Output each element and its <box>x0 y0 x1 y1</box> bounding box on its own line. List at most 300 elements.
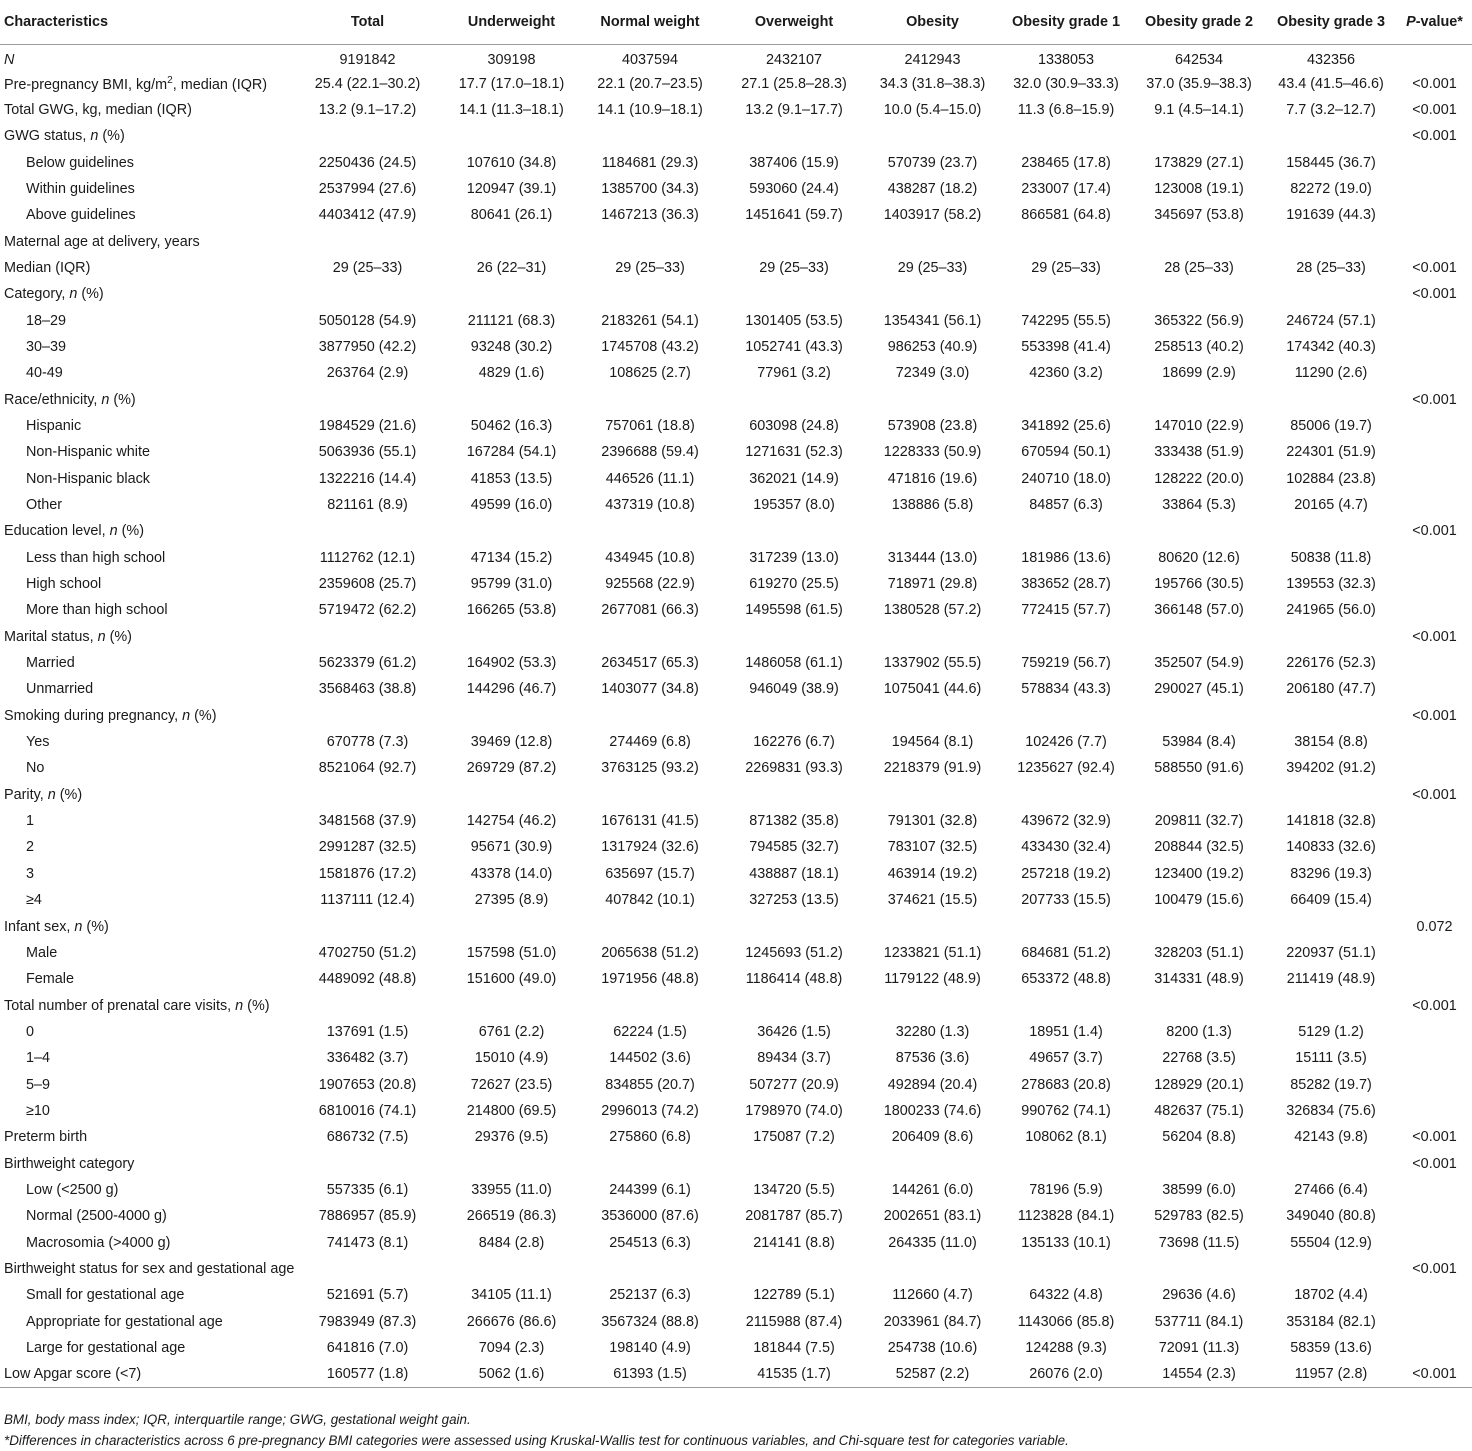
row-label: 3 <box>26 865 35 882</box>
table-cell: 107610 (34.8) <box>466 154 557 171</box>
p-value-cell: <0.001 <box>1412 1155 1457 1172</box>
table-cell: 603098 (24.8) <box>749 417 839 434</box>
row-label: Non-Hispanic white <box>26 444 150 461</box>
table-cell <box>578 992 722 1018</box>
table-row <box>0 1019 1472 1045</box>
table-cell: 529783 (82.5) <box>1154 1208 1244 1225</box>
table-row <box>0 1124 1472 1150</box>
table-cell: 17.7 (17.0–18.1) <box>458 75 565 92</box>
p-value-cell <box>1397 597 1472 623</box>
table-cell: 56204 (8.8) <box>1162 1129 1236 1146</box>
table-cell: 144261 (6.0) <box>891 1181 974 1198</box>
table-cell <box>999 1256 1133 1282</box>
table-cell: 5719472 (62.2) <box>318 602 417 619</box>
table-cell: 741473 (8.1) <box>326 1234 409 1251</box>
table-cell <box>290 703 445 729</box>
table-cell: 93248 (30.2) <box>470 338 553 355</box>
table-cell: 2634517 (65.3) <box>601 655 699 672</box>
table-cell <box>445 1256 578 1282</box>
table-cell: 29636 (4.6) <box>1162 1287 1236 1304</box>
p-value-cell: <0.001 <box>1412 286 1457 303</box>
table-cell: 27466 (6.4) <box>1294 1181 1368 1198</box>
table-cell: 1745708 (43.2) <box>601 338 699 355</box>
table-row <box>0 966 1472 992</box>
table-row <box>0 755 1472 781</box>
row-label: Low (<2500 g) <box>26 1181 119 1198</box>
table-cell: 4829 (1.6) <box>478 365 545 382</box>
table-cell <box>722 1150 866 1176</box>
table-cell: 349040 (80.8) <box>1286 1208 1376 1225</box>
table-cell: 1052741 (43.3) <box>745 338 843 355</box>
table-cell <box>866 782 999 808</box>
column-header: Characteristics <box>0 0 290 44</box>
table-cell: 3567324 (88.8) <box>601 1313 699 1330</box>
table-cell: 29 (25–33) <box>332 259 403 276</box>
table-cell <box>999 913 1133 939</box>
p-value-cell <box>1397 1203 1472 1229</box>
table-cell: 759219 (56.7) <box>1021 655 1111 672</box>
row-label: Within guidelines <box>26 180 135 197</box>
table-cell: 4702750 (51.2) <box>318 944 417 961</box>
row-label: Category, n (%) <box>4 286 104 303</box>
p-value-cell: <0.001 <box>1412 391 1457 408</box>
table-cell: 4037594 <box>621 52 679 69</box>
table-cell <box>445 913 578 939</box>
table-cell: 871382 (35.8) <box>749 813 839 830</box>
table-row <box>0 1071 1472 1097</box>
row-label: Pre-pregnancy BMI, $kg/m^2$, median (IQR) <box>4 74 268 93</box>
table-cell: 175087 (7.2) <box>753 1129 835 1146</box>
table-cell <box>999 624 1133 650</box>
table-cell: 1179122 (48.9) <box>884 971 981 988</box>
p-value-cell: <0.001 <box>1412 628 1457 645</box>
p-value-cell <box>1397 545 1472 571</box>
table-cell: 2250436 (24.5) <box>318 154 417 171</box>
table-cell: 5062 (1.6) <box>445 1361 578 1387</box>
p-value-cell: <0.001 <box>1412 128 1457 145</box>
table-cell: 144502 (3.6) <box>609 1050 691 1067</box>
p-value-cell <box>1397 571 1472 597</box>
table-cell: 264335 (11.0) <box>888 1234 977 1251</box>
table-cell: 278683 (20.8) <box>1021 1076 1111 1093</box>
table-cell: 181986 (13.6) <box>1021 549 1111 566</box>
table-cell <box>578 1256 722 1282</box>
table-cell: 166265 (53.8) <box>466 602 557 619</box>
table-cell: 1354341 (56.1) <box>883 312 982 329</box>
table-row <box>0 676 1472 702</box>
table-cell: 366148 (57.0) <box>1154 602 1244 619</box>
table-cell: 1137111 (12.4) <box>320 892 415 909</box>
table-cell: 139553 (32.3) <box>1286 576 1376 593</box>
row-label: Non-Hispanic black <box>26 470 150 487</box>
table-cell: 151600 (49.0) <box>466 971 557 988</box>
p-value-cell <box>1397 413 1472 439</box>
table-cell: 238465 (17.8) <box>1021 154 1111 171</box>
p-value-cell <box>1397 307 1472 333</box>
table-row <box>0 729 1472 755</box>
table-row <box>0 1203 1472 1229</box>
table-cell: 181844 (7.5) <box>753 1340 835 1357</box>
p-value-cell <box>1397 439 1472 465</box>
table-cell: 83296 (19.3) <box>1290 865 1372 882</box>
table-cell: 4403412 (47.9) <box>318 207 417 224</box>
table-cell: 394202 (91.2) <box>1286 760 1376 777</box>
table-cell: 507277 (20.9) <box>749 1076 839 1093</box>
table-cell <box>1133 782 1265 808</box>
table-cell <box>290 386 445 412</box>
table-cell: 14554 (2.3) <box>1133 1361 1265 1387</box>
table-cell <box>722 386 866 412</box>
table-cell <box>445 992 578 1018</box>
table-cell: 191639 (44.3) <box>1286 207 1376 224</box>
table-cell: 635697 (15.7) <box>605 865 695 882</box>
row-label: Smoking during pregnancy, n (%) <box>4 707 217 724</box>
table-row <box>0 887 1472 913</box>
table-cell: 39469 (12.8) <box>470 734 553 751</box>
table-row <box>0 650 1472 676</box>
table-cell: 446526 (11.1) <box>605 470 695 487</box>
table-cell: 925568 (22.9) <box>605 576 695 593</box>
table-cell: 102426 (7.7) <box>1025 734 1107 751</box>
p-value-cell <box>1397 966 1472 992</box>
table-cell: 61393 (1.5) <box>578 1361 722 1387</box>
column-header: Obesity <box>866 0 999 44</box>
table-cell: 946049 (38.9) <box>749 681 839 698</box>
table-cell: 1338053 <box>1037 52 1095 69</box>
table-cell <box>1133 992 1265 1018</box>
p-value-cell <box>1397 492 1472 518</box>
table-cell: 1403917 (58.2) <box>883 207 982 224</box>
table-cell: 1800233 (74.6) <box>883 1102 982 1119</box>
table-cell <box>445 1150 578 1176</box>
table-cell: 95671 (30.9) <box>470 839 553 856</box>
p-value-cell <box>1397 729 1472 755</box>
row-label: Total number of prenatal care visits, n (%) <box>4 997 270 1014</box>
table-row <box>0 466 1472 492</box>
table-row <box>0 834 1472 860</box>
table-cell: 1451641 (59.7) <box>745 207 843 224</box>
table-cell: 211121 (68.3) <box>467 312 556 329</box>
p-value-cell <box>1397 1071 1472 1097</box>
table-cell: 244399 (6.1) <box>609 1181 691 1198</box>
table-cell: 1907653 (20.8) <box>318 1076 417 1093</box>
table-cell <box>1265 1256 1397 1282</box>
table-cell: 8484 (2.8) <box>478 1234 545 1251</box>
table-cell: 2396688 (59.4) <box>601 444 699 461</box>
table-cell: 328203 (51.1) <box>1154 944 1244 961</box>
table-cell: 471816 (19.6) <box>887 470 978 487</box>
table-cell: 220937 (51.1) <box>1286 944 1376 961</box>
row-label: Low Apgar score (<7) <box>0 1361 290 1387</box>
table-cell: 463914 (19.2) <box>887 865 978 882</box>
table-cell <box>578 386 722 412</box>
table-cell: 10.0 (5.4–15.0) <box>883 101 982 118</box>
row-label: Below guidelines <box>26 154 135 171</box>
table-cell: 174342 (40.3) <box>1286 338 1376 355</box>
table-cell <box>578 518 722 544</box>
table-row <box>0 940 1472 966</box>
table-cell: 241965 (56.0) <box>1286 602 1376 619</box>
table-cell: 670778 (7.3) <box>326 734 409 751</box>
table-cell <box>999 228 1133 254</box>
table-cell: 194564 (8.1) <box>891 734 974 751</box>
table-cell: 314331 (48.9) <box>1154 971 1244 988</box>
table-cell: 772415 (57.7) <box>1021 602 1111 619</box>
table-cell: 2432107 <box>765 52 823 69</box>
p-value-cell <box>1397 149 1472 175</box>
table-cell: 573908 (23.8) <box>887 417 978 434</box>
table-cell <box>1265 703 1397 729</box>
table-cell <box>1265 228 1397 254</box>
table-cell: 362021 (14.9) <box>749 470 839 487</box>
table-cell <box>445 123 578 149</box>
table-row <box>0 703 1472 729</box>
table-cell: 206409 (8.6) <box>891 1129 974 1146</box>
table-cell: 50462 (16.3) <box>470 417 553 434</box>
table-cell: 2359608 (25.7) <box>318 576 417 593</box>
row-label: Male <box>26 944 58 961</box>
table-cell: 85006 (19.7) <box>1290 417 1372 434</box>
p-value-cell <box>1397 1229 1472 1255</box>
p-value-cell <box>1397 1177 1472 1203</box>
table-cell: 6761 (2.2) <box>478 1023 545 1040</box>
row-label: 30–39 <box>26 338 67 355</box>
table-cell: 33864 (5.3) <box>1162 497 1236 514</box>
row-label: Infant sex, n (%) <box>4 918 109 935</box>
table-cell: 62224 (1.5) <box>613 1023 687 1040</box>
table-cell: 7094 (2.3) <box>478 1340 545 1357</box>
table-cell <box>1265 281 1397 307</box>
table-cell <box>445 703 578 729</box>
p-value-cell <box>1397 887 1472 913</box>
table-cell <box>290 992 445 1018</box>
table-cell: 28 (25–33) <box>1296 259 1366 276</box>
table-cell <box>999 992 1133 1018</box>
table-cell: 123400 (19.2) <box>1154 865 1244 882</box>
p-value-cell <box>1397 940 1472 966</box>
table-cell: 2065638 (51.2) <box>601 944 699 961</box>
table-cell: 1467213 (36.3) <box>601 207 699 224</box>
row-label: Total GWG, kg, median (IQR) <box>4 101 192 118</box>
table-cell: 160577 (1.8) <box>290 1361 445 1387</box>
table-cell: 821161 (8.9) <box>327 497 408 514</box>
table-cell: 34.3 (31.8–38.3) <box>879 75 986 92</box>
table-cell: 124288 (9.3) <box>1025 1340 1107 1357</box>
table-cell: 2537994 (27.6) <box>318 180 417 197</box>
table-cell: 14.1 (10.9–18.1) <box>597 101 703 118</box>
table-cell: 158445 (36.7) <box>1286 154 1376 171</box>
table-cell: 157598 (51.0) <box>466 944 557 961</box>
table-cell: 208844 (32.5) <box>1154 839 1244 856</box>
table-cell <box>722 992 866 1018</box>
table-row <box>0 1256 1472 1282</box>
table-row <box>0 413 1472 439</box>
table-cell: 1581876 (17.2) <box>318 865 417 882</box>
table-cell: 553398 (41.4) <box>1021 338 1111 355</box>
table-cell: 336482 (3.7) <box>326 1050 409 1067</box>
table-row <box>0 334 1472 360</box>
table-cell: 195357 (8.0) <box>753 497 835 514</box>
column-header: Obesity grade 1 <box>999 0 1133 44</box>
table-cell <box>1133 123 1265 149</box>
table-cell: 2218379 (91.9) <box>883 760 982 777</box>
table-cell: 112660 (4.7) <box>892 1287 973 1304</box>
table-cell <box>1265 123 1397 149</box>
table-cell <box>866 518 999 544</box>
table-cell: 15010 (4.9) <box>474 1050 549 1067</box>
table-cell: 641816 (7.0) <box>326 1340 409 1357</box>
table-cell: 49599 (16.0) <box>470 497 553 514</box>
p-value-cell: <0.001 <box>1412 997 1457 1014</box>
table-cell: 3536000 (87.6) <box>601 1208 699 1225</box>
p-value-cell <box>1397 1282 1472 1308</box>
table-cell <box>445 782 578 808</box>
table-cell: 58359 (13.6) <box>1290 1340 1372 1357</box>
table-cell: 52587 (2.2) <box>866 1361 999 1387</box>
table-cell: 1385700 (34.3) <box>601 180 699 197</box>
p-value-cell: <0.001 <box>1412 523 1457 540</box>
table-cell: 492894 (20.4) <box>887 1076 978 1093</box>
row-label: 1 <box>26 813 35 830</box>
table-cell: 1971956 (48.8) <box>601 971 699 988</box>
table-cell: 84857 (6.3) <box>1029 497 1103 514</box>
row-label: Large for gestational age <box>26 1340 186 1357</box>
table-cell: 258513 (40.2) <box>1154 338 1244 355</box>
table-cell: 11957 (2.8) <box>1265 1361 1397 1387</box>
table-cell: 41535 (1.7) <box>722 1361 866 1387</box>
table-cell: 49657 (3.7) <box>1029 1050 1103 1067</box>
table-cell: 263764 (2.9) <box>326 365 409 382</box>
table-cell: 5129 (1.2) <box>1298 1023 1364 1040</box>
table-cell: 50838 (11.8) <box>1290 549 1372 566</box>
table-cell: 128929 (20.1) <box>1154 1076 1244 1093</box>
table-cell: 142754 (46.2) <box>466 813 557 830</box>
table-cell <box>578 624 722 650</box>
table-cell: 135133 (10.1) <box>1021 1234 1111 1251</box>
table-cell: 27395 (8.9) <box>474 892 549 909</box>
table-cell: 588550 (91.6) <box>1154 760 1244 777</box>
table-cell: 7.7 (3.2–12.7) <box>1286 101 1376 118</box>
table-cell: 791301 (32.8) <box>887 813 978 830</box>
table-cell <box>1265 1150 1397 1176</box>
table-cell: 434945 (10.8) <box>605 549 695 566</box>
p-value-cell <box>1397 202 1472 228</box>
p-value-cell <box>1397 861 1472 887</box>
table-cell: 120947 (39.1) <box>466 180 557 197</box>
row-label: Marital status, n (%) <box>4 628 132 645</box>
table-cell: 8521064 (92.7) <box>318 760 417 777</box>
table-cell <box>578 1150 722 1176</box>
row-label: High school <box>26 576 102 593</box>
table-cell: 353184 (82.1) <box>1286 1313 1376 1330</box>
row-label: Less than high school <box>26 549 166 566</box>
table-cell: 387406 (15.9) <box>749 154 839 171</box>
column-header: Obesity grade 2 <box>1133 0 1265 44</box>
table-cell: 1495598 (61.5) <box>745 602 843 619</box>
table-cell: 2412943 <box>904 52 961 69</box>
table-cell: 1322216 (14.4) <box>318 470 417 487</box>
table-row <box>0 1361 1472 1387</box>
table-cell: 3877950 (42.2) <box>318 338 417 355</box>
p-value-cell <box>1397 466 1472 492</box>
table-cell: 619270 (25.5) <box>749 576 839 593</box>
table-cell: 209811 (32.7) <box>1154 813 1244 830</box>
table-row <box>0 597 1472 623</box>
table-cell <box>1133 1256 1265 1282</box>
table-cell: 313444 (13.0) <box>887 549 978 566</box>
table-row <box>0 624 1472 650</box>
table-cell: 7886957 (85.9) <box>318 1208 417 1225</box>
table-cell: 269729 (87.2) <box>466 760 557 777</box>
table-cell <box>866 1256 999 1282</box>
table-cell: 383652 (28.7) <box>1021 576 1111 593</box>
table-cell: 794585 (32.7) <box>749 839 839 856</box>
table-cell: 13.2 (9.1–17.7) <box>745 101 843 118</box>
table-cell <box>722 703 866 729</box>
table-cell: 718971 (29.8) <box>887 576 978 593</box>
table-cell: 2677081 (66.3) <box>601 602 699 619</box>
table-cell: 80620 (12.6) <box>1158 549 1240 566</box>
table-row <box>0 97 1472 123</box>
table-cell <box>1133 703 1265 729</box>
p-value-cell: <0.001 <box>1412 101 1457 118</box>
table-cell <box>1133 913 1265 939</box>
table-cell: 1984529 (21.6) <box>318 417 417 434</box>
table-cell: 3763125 (93.2) <box>601 760 699 777</box>
row-label: 0 <box>26 1023 35 1040</box>
table-cell <box>866 703 999 729</box>
table-cell <box>445 281 578 307</box>
table-cell: 309198 <box>487 52 536 69</box>
table-cell: 2081787 (85.7) <box>745 1208 843 1225</box>
table-cell <box>1133 1150 1265 1176</box>
table-cell <box>999 782 1133 808</box>
row-label: Preterm birth <box>4 1129 88 1146</box>
table-cell: 147010 (22.9) <box>1154 417 1244 434</box>
table-cell: 642534 <box>1174 52 1224 69</box>
row-label: Macrosomia (>4000 g) <box>26 1234 171 1251</box>
table-cell: 1486058 (61.1) <box>745 655 843 672</box>
column-header: Underweight <box>445 0 578 44</box>
table-cell: 29 (25–33) <box>759 259 829 276</box>
table-cell: 207733 (15.5) <box>1021 892 1111 909</box>
table-cell: 254513 (6.3) <box>609 1234 691 1251</box>
p-value-cell <box>1397 1045 1472 1071</box>
row-label: Unmarried <box>26 681 94 698</box>
table-row <box>0 123 1472 149</box>
table-cell: 20165 (4.7) <box>1294 497 1368 514</box>
table-cell: 2002651 (83.1) <box>883 1208 982 1225</box>
table-cell: 2269831 (93.3) <box>745 760 843 777</box>
table-cell <box>290 624 445 650</box>
table-row <box>0 255 1472 281</box>
table-cell: 521691 (5.7) <box>326 1287 409 1304</box>
table-cell: 195766 (30.5) <box>1154 576 1244 593</box>
table-cell: 2115988 (87.4) <box>745 1313 843 1330</box>
table-cell: 80641 (26.1) <box>470 207 553 224</box>
row-label: More than high school <box>26 602 168 619</box>
table-cell <box>1133 518 1265 544</box>
table-cell: 365322 (56.9) <box>1154 312 1244 329</box>
table-row <box>0 808 1472 834</box>
table-cell: 37.0 (35.9–38.3) <box>1146 75 1252 92</box>
table-cell: 14.1 (11.3–18.1) <box>459 101 564 118</box>
table-cell: 73698 (11.5) <box>1158 1234 1240 1251</box>
table-cell: 2996013 (74.2) <box>601 1102 699 1119</box>
table-cell: 1676131 (41.5) <box>601 813 699 830</box>
table-row <box>0 518 1472 544</box>
table-cell: 438287 (18.2) <box>887 180 978 197</box>
